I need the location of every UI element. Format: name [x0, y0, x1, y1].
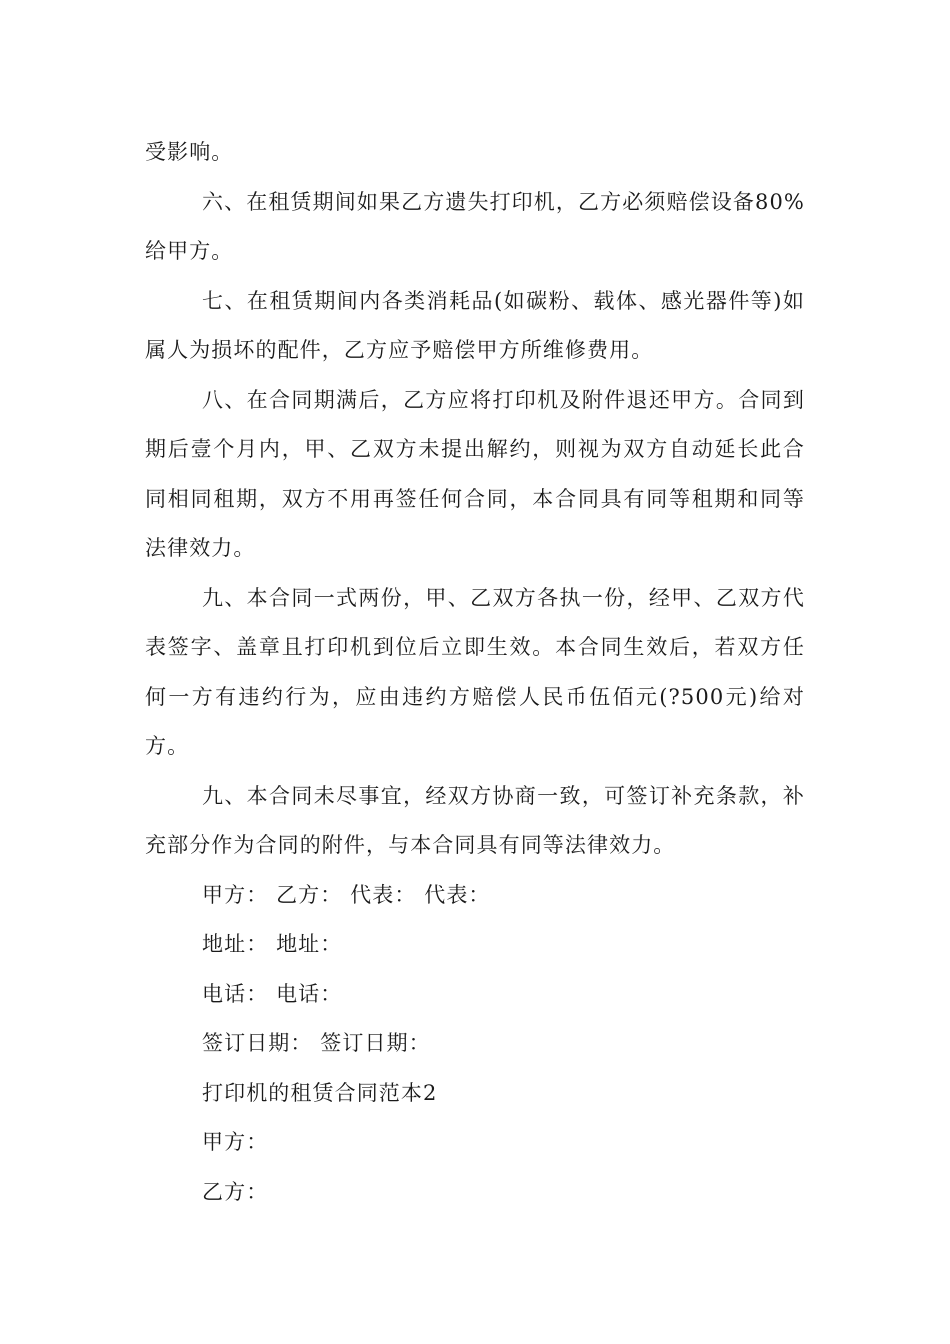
- clause-six: 六、在租赁期间如果乙方遗失打印机，乙方必须赔偿设备80%给甲方。: [145, 189, 805, 263]
- signature-date-line: 签订日期： 签订日期：: [202, 1031, 431, 1055]
- party-b-line: 乙方：: [202, 1179, 269, 1204]
- clause-seven: 七、在租赁期间内各类消耗品(如碳粉、载体、感光器件等)如属人为损坏的配件，乙方应予赔偿甲方所维修费用。: [145, 288, 805, 362]
- clause-eight: 八、在合同期满后，乙方应将打印机及附件退还甲方。合同到期后壹个月内，甲、乙双方未提出解约，则视为双方自动延长此合同相同租期，双方不用再签任何合同，本合同具有同等租期和同等法律效力。: [145, 387, 805, 560]
- clause-nine-effectiveness: 九、本合同一式两份，甲、乙双方各执一份，经甲、乙双方代表签字、盖章且打印机到位后立即生效。本合同生效后，若双方任何一方有违约行为，应由违约方赔偿人民币伍佰元(?500元)给对方。: [145, 585, 805, 758]
- paragraph-continuation: 受影响。: [145, 140, 234, 164]
- signature-phone-line: 电话： 电话：: [202, 981, 343, 1006]
- party-a-line: 甲方：: [202, 1130, 269, 1154]
- clause-nine-supplement: 九、本合同未尽事宜，经双方协商一致，可签订补充条款，补充部分作为合同的附件，与本合同具有同等法律效力。: [145, 783, 805, 857]
- signature-parties-line: 甲方： 乙方： 代表： 代表：: [202, 882, 491, 907]
- document-body: [145, 128, 805, 1217]
- template-title: 打印机的租赁合同范本2: [202, 1080, 438, 1105]
- signature-address-line: 地址： 地址：: [202, 932, 343, 956]
